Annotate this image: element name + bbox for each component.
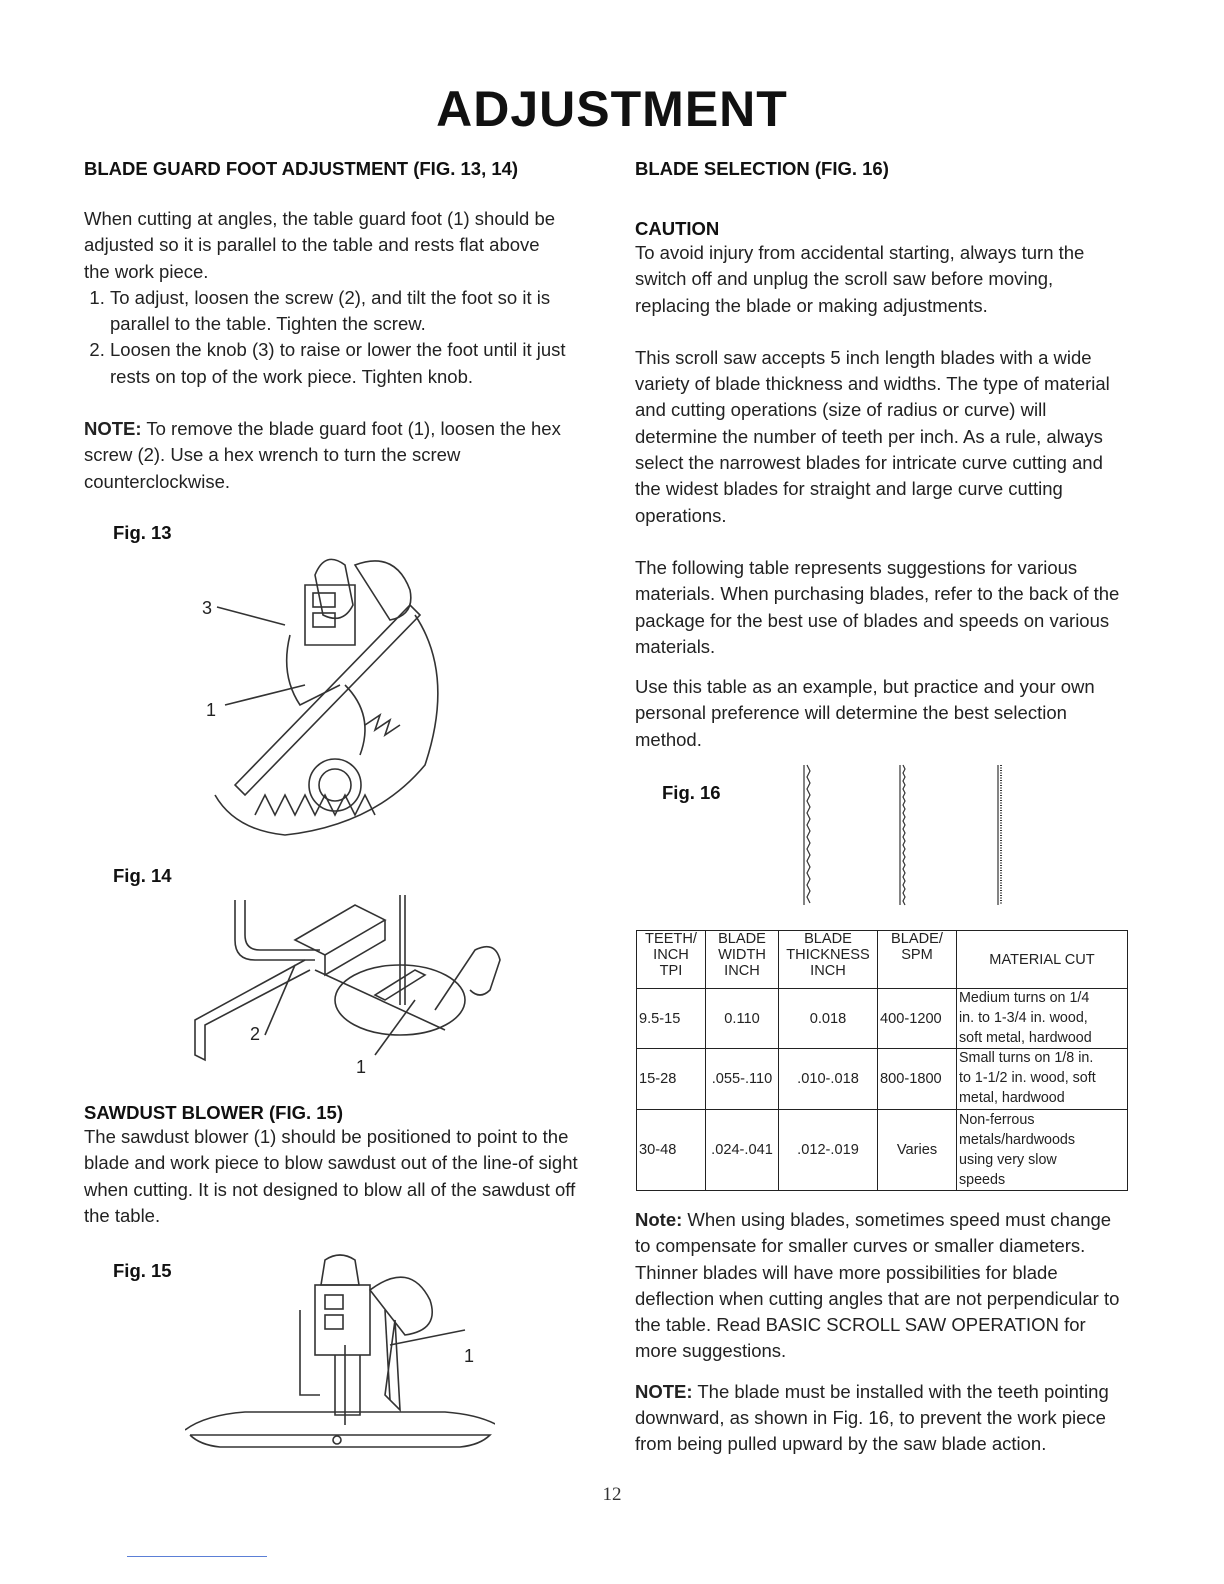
blade-table-header <box>637 931 1128 989</box>
row2-spm: 800-1800 <box>878 1049 957 1109</box>
row3-spm: Varies <box>878 1109 957 1190</box>
selection-heading: BLADE SELECTION (FIG. 16) <box>635 158 889 179</box>
fig16-blades-illustration <box>790 760 1020 910</box>
speed-note <box>635 1207 1129 1365</box>
row1-tpi: 9.5-15 <box>637 989 706 1049</box>
fig14-callout-1: 1 <box>356 1057 367 1077</box>
header-tpi: TEETH/ INCH TPI <box>637 931 706 989</box>
left-column <box>84 152 584 495</box>
guard-step-2: 2. Loosen the knob (3) to raise or lower the foot until it just rests on top of the work piece. Tighten knob. <box>110 337 590 390</box>
fig15-callout-1: 1 <box>464 1346 475 1366</box>
page-title: ADJUSTMENT <box>436 81 788 137</box>
fig14-callout-2: 2 <box>250 1024 261 1044</box>
blade-para-2: The following table represents suggestions for various materials. When purchasing blades, refer to the back of the package for the best use of blades and speeds on various materials. <box>635 556 1120 657</box>
teeth-note <box>635 1379 1129 1458</box>
footer-link-line <box>127 1556 267 1557</box>
table-row <box>637 989 1128 1049</box>
guard-intro: When cutting at angles, the table guard foot (1) should be adjusted so it is parallel to the table and rests flat above the work piece. <box>84 208 556 282</box>
header-spm: BLADE/ SPM <box>878 931 957 989</box>
row1-width: 0.110 <box>706 989 779 1049</box>
header-thickness: BLADE THICKNESS INCH <box>779 931 878 989</box>
notes-section <box>635 1207 1129 1458</box>
row1-material: Medium turns on 1/4 in. to 1-3/4 in. wood, soft metal, hardwood <box>957 989 1128 1049</box>
row3-tpi: 30-48 <box>637 1109 706 1190</box>
fig15-label: Fig. 15 <box>113 1260 172 1281</box>
page-number: 12 <box>602 1484 622 1505</box>
blade-para-1: This scroll saw accepts 5 inch length blades with a wide variety of blade thickness and widths. The type of material and cutting operations (size of radius or curve) will determine the number of teeth per inch. As a rule, always select the narrowest blades for intricate curve cutting and the widest blades for straight and large curve cutting operations. <box>635 346 1110 526</box>
fig13-label: Fig. 13 <box>113 522 172 543</box>
blower-section <box>84 1102 584 1229</box>
guard-note <box>84 416 564 495</box>
fig13-callout-1: 1 <box>206 700 217 720</box>
guard-step-1: 1. To adjust, loosen the screw (2), and tilt the foot so it is parallel to the table. Tighten the screw. <box>110 285 590 338</box>
fig13-callout-3: 3 <box>202 598 213 618</box>
row2-thickness: .010-.018 <box>779 1049 878 1109</box>
row3-material: Non-ferrous metals/hardwoods using very slow speeds <box>957 1109 1128 1190</box>
caution-heading: CAUTION <box>635 218 720 239</box>
row2-width: .055-.110 <box>706 1049 779 1109</box>
speed-note-text: When using blades, sometimes speed must change to compensate for smaller curves or smaller diameters. Thinner blades will have more possibilities for blade deflection when cutting angles that are not perpendicular to the table. Read BASIC SCROLL SAW OPERATION for more suggestions. <box>635 1209 1120 1362</box>
blower-text: The sawdust blower (1) should be positioned to point to the blade and work piece to blow sawdust out of the line-of sight when cutting. It is not designed to blow all of the sawdust off the table. <box>84 1126 578 1226</box>
row2-tpi: 15-28 <box>637 1049 706 1109</box>
header-width: BLADE WIDTH INCH <box>706 931 779 989</box>
row2-material: Small turns on 1/8 in. to 1-1/2 in. wood, soft metal, hardwood <box>957 1049 1128 1109</box>
teeth-note-text: The blade must be installed with the teeth pointing downward, as shown in Fig. 16, to prevent the work piece from being pulled upward by the saw blade action. <box>635 1380 1109 1455</box>
fig13-blade-guard-illustration <box>195 545 455 855</box>
fig16-label: Fig. 16 <box>662 782 721 803</box>
fig14-label: Fig. 14 <box>113 865 172 886</box>
row3-width: .024-.041 <box>706 1109 779 1190</box>
table-row <box>637 1109 1128 1190</box>
blower-heading: SAWDUST BLOWER (FIG. 15) <box>84 1102 343 1123</box>
row1-spm: 400-1200 <box>878 989 957 1049</box>
row3-thickness: .012-.019 <box>779 1109 878 1190</box>
blade-para-3: Use this table as an example, but practice and your own personal preference will determine the best selection method. <box>635 676 1095 750</box>
blade-table <box>636 930 1128 1191</box>
caution-text: To avoid injury from accidental starting, always turn the switch off and unplug the scroll saw before moving, replacing the blade or making adjustments. <box>635 242 1085 316</box>
header-material: MATERIAL CUT <box>957 931 1128 989</box>
guard-steps <box>84 285 590 390</box>
table-row <box>637 1049 1128 1109</box>
right-column <box>635 152 1135 753</box>
teeth-note-label: NOTE: <box>635 1380 693 1402</box>
fig15-sawdust-blower-illustration <box>185 1250 495 1450</box>
row1-thickness: 0.018 <box>779 989 878 1049</box>
guard-heading: BLADE GUARD FOOT ADJUSTMENT (FIG. 13, 14) <box>84 158 519 179</box>
note-text: To remove the blade guard foot (1), loosen the hex screw (2). Use a hex wrench to turn the screw counterclockwise. <box>84 418 561 492</box>
fig14-hex-wrench-illustration <box>175 890 515 1070</box>
note-label: NOTE: <box>84 418 142 440</box>
speed-note-label: Note: <box>635 1209 683 1230</box>
